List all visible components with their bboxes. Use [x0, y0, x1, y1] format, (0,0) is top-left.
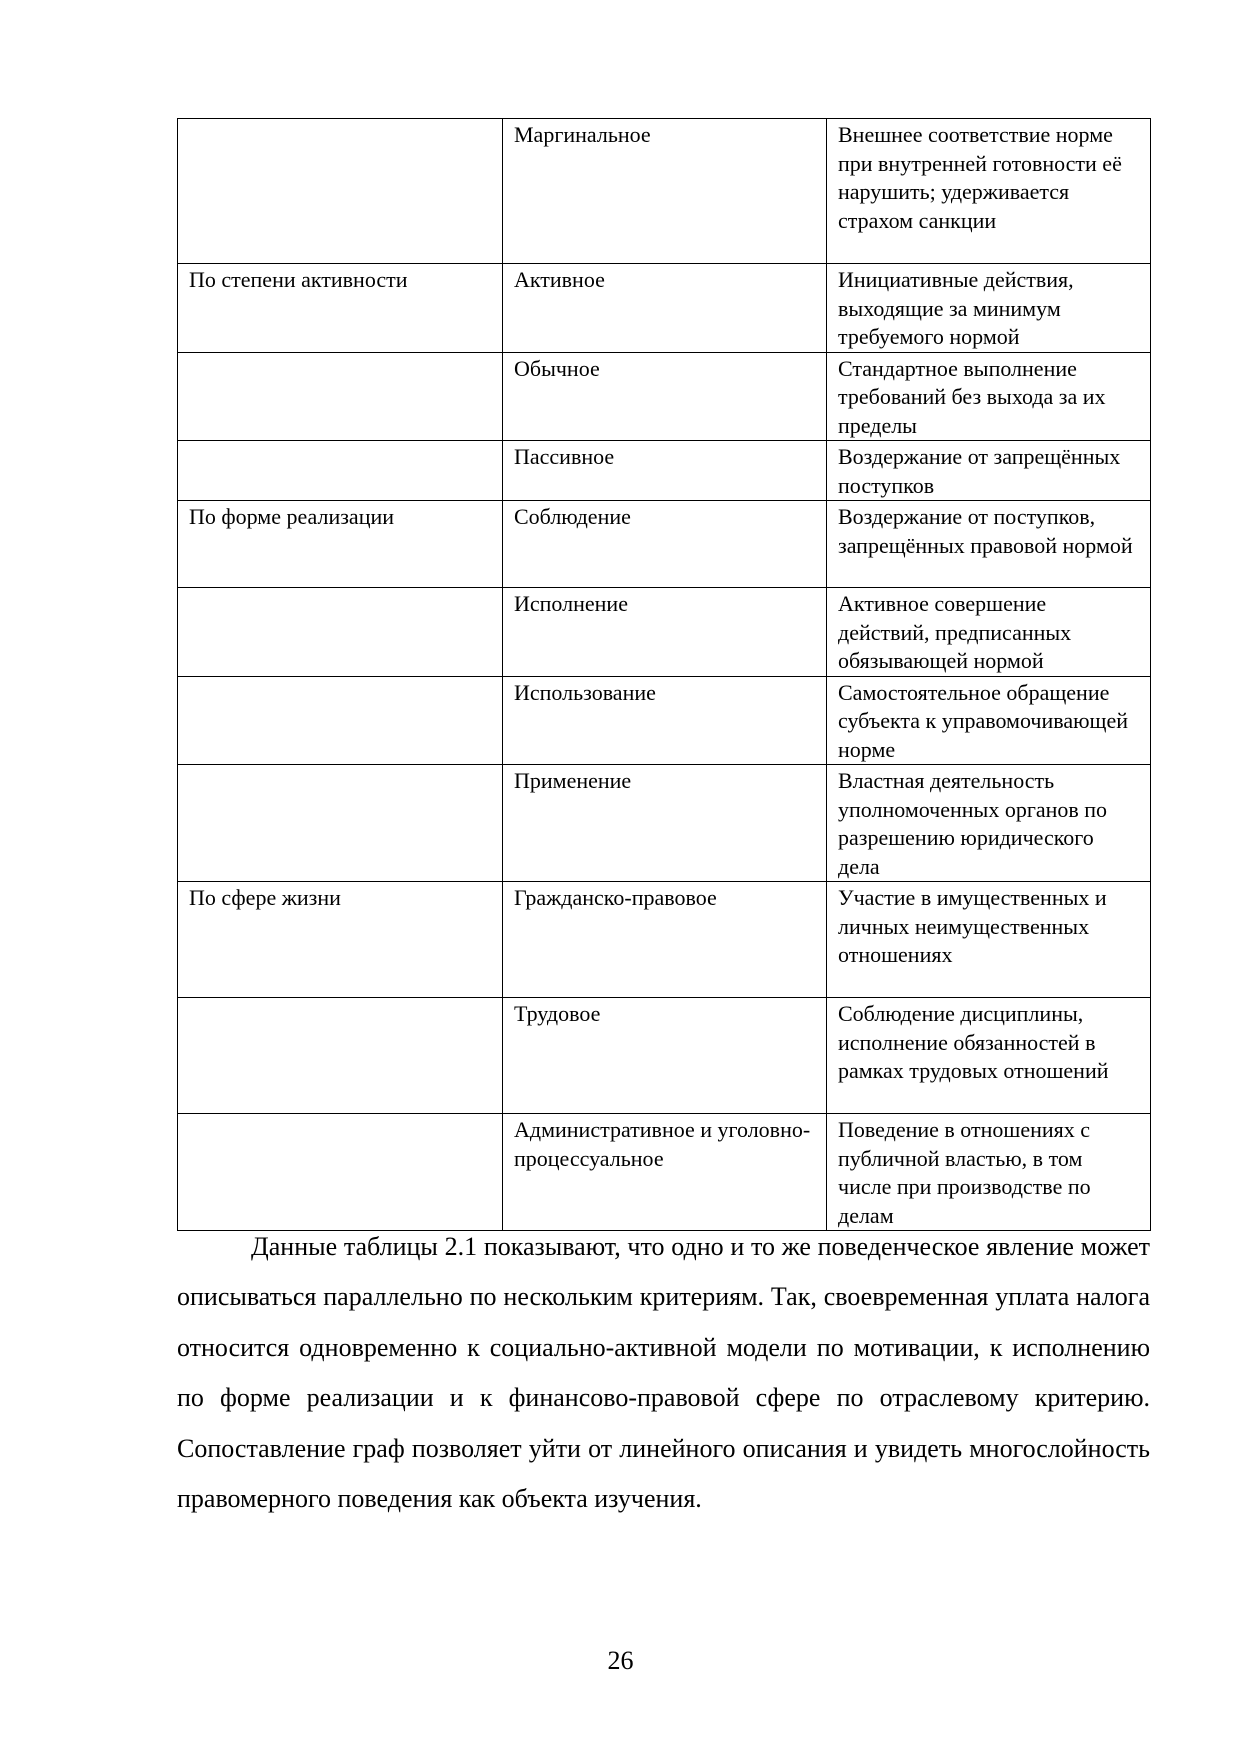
table-row	[178, 676, 1151, 765]
description-cell: Воздержание от поступков, запрещённых правовой нормой	[827, 501, 1151, 588]
description-cell: Активное совершение действий, предписанных обязывающей нормой	[827, 588, 1151, 677]
description-cell: Поведение в отношениях с публичной властью, в том числе при производстве по делам	[827, 1114, 1151, 1231]
table-row	[178, 765, 1151, 882]
description-cell: Самостоятельное обращение субъекта к управомочивающей норме	[827, 676, 1151, 765]
type-cell: Применение	[503, 765, 827, 882]
criterion-cell	[178, 998, 503, 1114]
type-cell: Гражданско-правовое	[503, 882, 827, 998]
criterion-cell	[178, 1114, 503, 1231]
description-cell: Внешнее соответствие норме при внутренней готовности её нарушить; удерживается страхом санкции	[827, 119, 1151, 264]
table-row	[178, 119, 1151, 264]
description-cell: Воздержание от запрещённых поступков	[827, 441, 1151, 501]
type-cell: Соблюдение	[503, 501, 827, 588]
description-cell: Стандартное выполнение требований без выхода за их пределы	[827, 352, 1151, 441]
table-row	[178, 588, 1151, 677]
type-cell: Пассивное	[503, 441, 827, 501]
description-cell: Участие в имущественных и личных неимущественных отношениях	[827, 882, 1151, 998]
page-number: 26	[607, 1646, 634, 1675]
description-cell: Соблюдение дисциплины, исполнение обязанностей в рамках трудовых отношений	[827, 998, 1151, 1114]
body-paragraph: Данные таблицы 2.1 показывают, что одно и то же поведенческое явление может описываться параллельно по нескольким критериям. Так, своевременная уплата налога относится одновременно к социально-активной модели по мотивации, к исполнению по форме реализации и к финансово-правовой сфере по отраслевому критерию. Сопоставление граф позволяет уйти от линейного описания и увидеть многослойность правомерного поведения как объекта изучения.	[177, 1232, 1150, 1514]
description-cell: Инициативные действия, выходящие за минимум требуемого нормой	[827, 264, 1151, 353]
criterion-cell: По степени активности	[178, 264, 503, 353]
table-row	[178, 1114, 1151, 1231]
type-cell: Административное и уголовно-процессуальное	[503, 1114, 827, 1231]
description-cell: Властная деятельность уполномоченных органов по разрешению юридического дела	[827, 765, 1151, 882]
type-cell: Трудовое	[503, 998, 827, 1114]
table-row	[178, 352, 1151, 441]
type-cell: Активное	[503, 264, 827, 353]
table-row	[178, 998, 1151, 1114]
criterion-cell	[178, 765, 503, 882]
type-cell: Использование	[503, 676, 827, 765]
table-row	[178, 882, 1151, 998]
type-cell: Маргинальное	[503, 119, 827, 264]
type-cell: Исполнение	[503, 588, 827, 677]
classification-table	[177, 118, 1151, 1231]
criterion-cell	[178, 676, 503, 765]
criterion-cell	[178, 352, 503, 441]
table-row	[178, 441, 1151, 501]
type-cell: Обычное	[503, 352, 827, 441]
criterion-cell: По сфере жизни	[178, 882, 503, 998]
criterion-cell	[178, 441, 503, 501]
table-row	[178, 501, 1151, 588]
criterion-cell: По форме реализации	[178, 501, 503, 588]
criterion-cell	[178, 588, 503, 677]
table-row	[178, 264, 1151, 353]
criterion-cell	[178, 119, 503, 264]
